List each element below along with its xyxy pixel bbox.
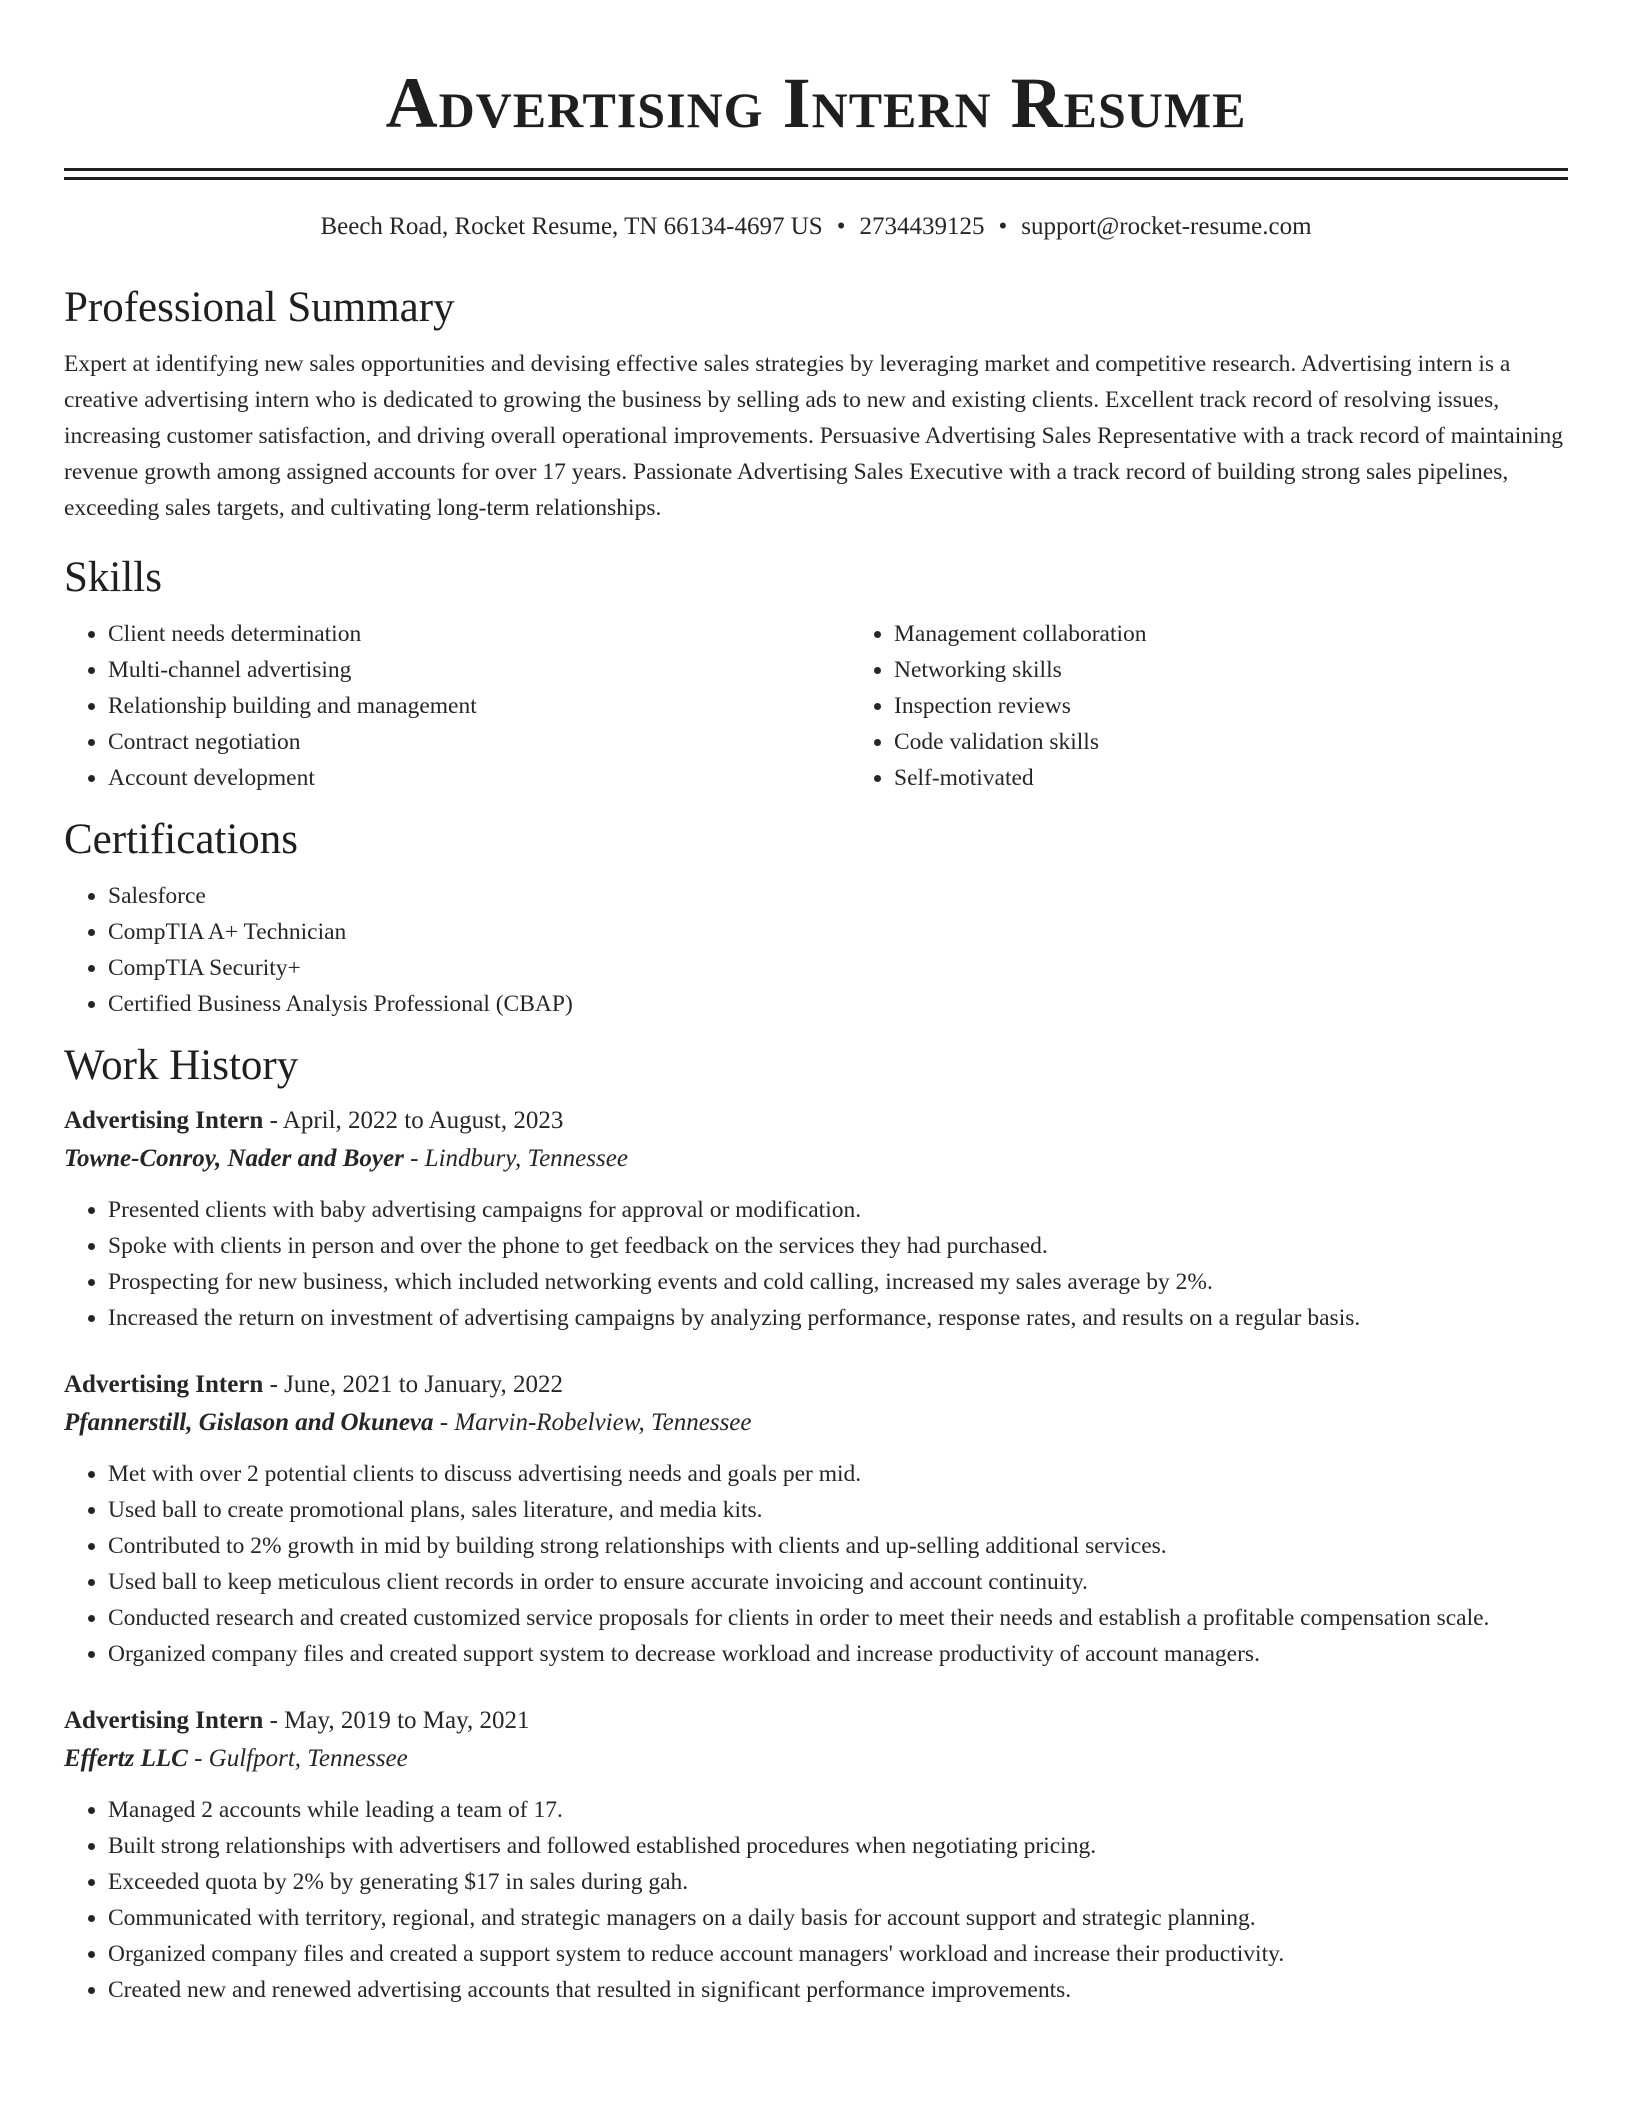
job-bullet: • Met with over 2 potential clients to discuss advertising needs and goals per mid.	[108, 1456, 1568, 1492]
skills-columns	[64, 616, 1568, 796]
job-title: Advertising Intern	[64, 1371, 264, 1398]
certification-item: • Salesforce	[108, 878, 1568, 914]
job-bullet: • Organized company files and created a support system to reduce account managers' workload and increase their productivity.	[108, 1936, 1568, 1972]
contact-address: Beech Road, Rocket Resume, TN 66134-4697 US	[320, 213, 823, 240]
certifications-list	[64, 878, 1568, 1022]
resume-title: Advertising Intern Resume	[385, 63, 1247, 143]
skill-item: • Multi-channel advertising	[108, 652, 850, 688]
job-bullet: • Organized company files and created support system to decrease workload and increase productivity of account managers.	[108, 1636, 1568, 1672]
skill-item: • Contract negotiation	[108, 724, 850, 760]
job-bullet: • Managed 2 accounts while leading a team of 17.	[108, 1792, 1568, 1828]
job-title-line	[64, 1102, 1568, 1140]
job-employer-line	[64, 1740, 1568, 1778]
job-bullet: • Used ball to create promotional plans, sales literature, and media kits.	[108, 1492, 1568, 1528]
skill-item: • Client needs determination	[108, 616, 850, 652]
job-dates: May, 2019 to May, 2021	[284, 1707, 530, 1734]
certification-item: • Certified Business Analysis Professional (CBAP)	[108, 986, 1568, 1022]
section-heading-skills: Skills	[64, 554, 162, 601]
job-bullet: • Presented clients with baby advertising campaigns for approval or modification.	[108, 1192, 1568, 1228]
job-dates: June, 2021 to January, 2022	[284, 1371, 564, 1398]
job-employer-line	[64, 1404, 1568, 1442]
job-location: Lindbury, Tennessee	[424, 1145, 628, 1172]
skill-item: • Management collaboration	[894, 616, 1632, 652]
certification-item: • CompTIA Security+	[108, 950, 1568, 986]
job-bullets	[64, 1456, 1568, 1672]
job-entry	[64, 1702, 1568, 2008]
contact-email[interactable]: support@rocket-resume.com	[1021, 213, 1312, 240]
job-title-line	[64, 1702, 1568, 1740]
job-dash: -	[263, 1371, 285, 1398]
title-divider-thick	[64, 168, 1568, 171]
contact-line	[64, 210, 1568, 244]
job-bullet: • Used ball to keep meticulous client records in order to ensure accurate invoicing and account continuity.	[108, 1564, 1568, 1600]
job-bullet: • Communicated with territory, regional, and strategic managers on a daily basis for account support and strategic planning.	[108, 1900, 1568, 1936]
job-employer: Effertz LLC	[64, 1745, 188, 1772]
section-heading-certifications: Certifications	[64, 816, 299, 863]
job-bullet: • Built strong relationships with advertisers and followed established procedures when negotiating pricing.	[108, 1828, 1568, 1864]
skill-item: • Self-motivated	[894, 760, 1632, 796]
section-heading-work-history: Work History	[64, 1042, 299, 1089]
summary-text: Expert at identifying new sales opportunities and devising effective sales strategies by leveraging market and competitive research. Advertising intern is a creative advertising intern who is dedicated to growing the business by selling ads to new and existing clients. Excellent track record of resolving issues, increasing customer satisfaction, and driving overall operational improvements. Persuasive Advertising Sales Representative with a track record of maintaining revenue growth among assigned accounts for over 17 years. Passionate Advertising Sales Executive with a track record of building strong sales pipelines, exceeding sales targets, and cultivating long-term relationships.	[64, 351, 1563, 521]
contact-phone: 2734439125	[859, 213, 985, 240]
job-employer: Pfannerstill, Gislason and Okuneva	[64, 1409, 434, 1436]
section-heading-summary: Professional Summary	[64, 284, 455, 331]
title-divider-thin	[64, 177, 1568, 180]
job-location: Gulfport, Tennessee	[208, 1745, 408, 1772]
job-bullet: • Spoke with clients in person and over the phone to get feedback on the services they had purchased.	[108, 1228, 1568, 1264]
job-title: Advertising Intern	[64, 1107, 264, 1134]
skill-item: • Relationship building and management	[108, 688, 850, 724]
skills-list-right	[850, 616, 1632, 796]
job-entry	[64, 1366, 1568, 1672]
contact-separator: •	[998, 213, 1008, 240]
job-dash: -	[187, 1745, 209, 1772]
skill-item: • Inspection reviews	[894, 688, 1632, 724]
resume-page	[64, 0, 1568, 2008]
job-bullet: • Contributed to 2% growth in mid by building strong relationships with clients and up-selling additional services.	[108, 1528, 1568, 1564]
job-bullets	[64, 1192, 1568, 1336]
skill-item: • Code validation skills	[894, 724, 1632, 760]
job-dash: -	[403, 1145, 425, 1172]
job-bullets	[64, 1792, 1568, 2008]
skill-item: • Account development	[108, 760, 850, 796]
skills-list-left	[64, 616, 850, 796]
job-entry	[64, 1102, 1568, 1336]
job-bullet: • Created new and renewed advertising accounts that resulted in significant performance improvements.	[108, 1972, 1568, 2008]
job-bullet: • Increased the return on investment of advertising campaigns by analyzing performance, response rates, and results on a regular basis.	[108, 1300, 1568, 1336]
job-dash: -	[263, 1107, 283, 1134]
job-dash: -	[263, 1707, 285, 1734]
contact-separator: •	[836, 213, 846, 240]
job-title: Advertising Intern	[64, 1707, 264, 1734]
job-dash: -	[433, 1409, 455, 1436]
job-title-line	[64, 1366, 1568, 1404]
job-bullet: • Prospecting for new business, which included networking events and cold calling, increased my sales average by 2%.	[108, 1264, 1568, 1300]
skill-item: • Networking skills	[894, 652, 1632, 688]
job-dates: April, 2022 to August, 2023	[282, 1107, 564, 1134]
job-employer: Towne-Conroy, Nader and Boyer	[64, 1145, 404, 1172]
certification-item: • CompTIA A+ Technician	[108, 914, 1568, 950]
job-bullet: • Exceeded quota by 2% by generating $17 in sales during gah.	[108, 1864, 1568, 1900]
job-bullet: • Conducted research and created customized service proposals for clients in order to meet their needs and establish a profitable compensation scale.	[108, 1600, 1568, 1636]
job-employer-line	[64, 1140, 1568, 1178]
job-location: Marvin-Robelview, Tennessee	[454, 1409, 752, 1436]
